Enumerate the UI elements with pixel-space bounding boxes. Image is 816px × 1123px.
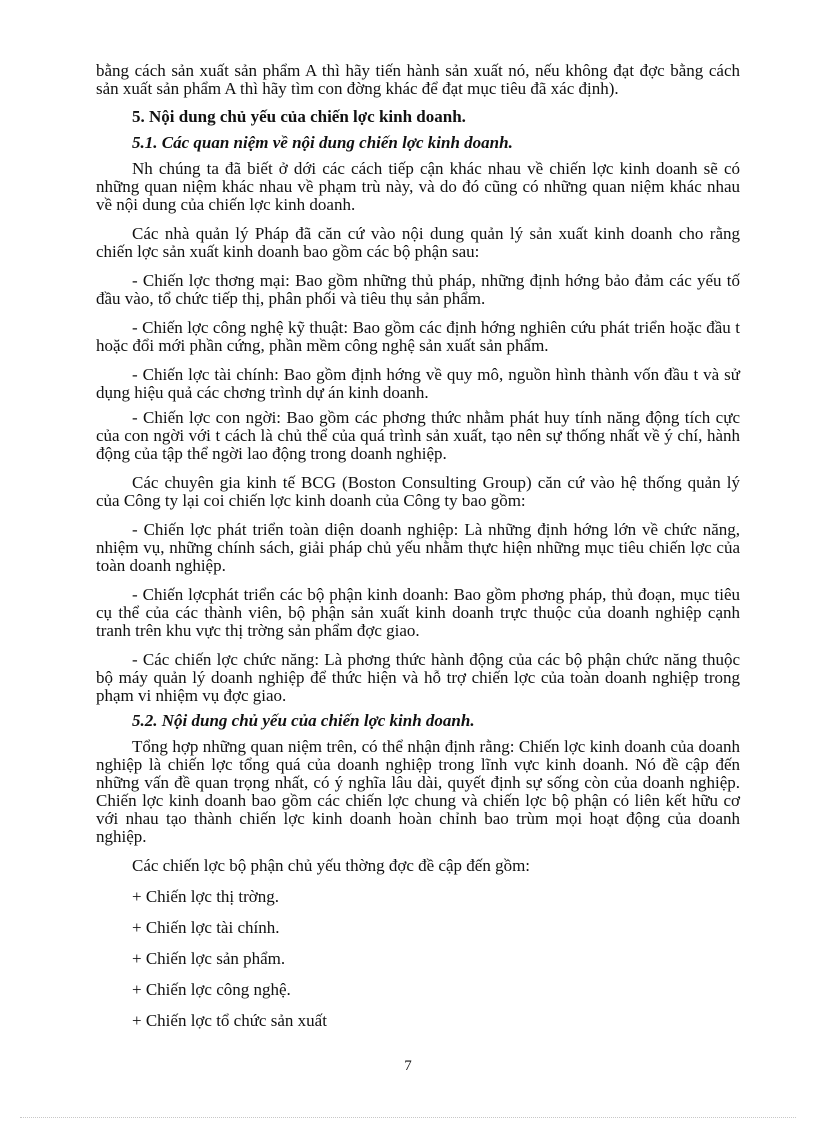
paragraph-5-1-4: - Chiến lợc công nghệ kỹ thuật: Bao gồm các định hớng nghiên cứu phát triển hoặc đầu t hoặc đổi mới phần cứng, phần mềm công nghệ sản xuất sản phẩm. (96, 318, 740, 355)
paragraph-5-1-1: Nh chúng ta đã biết ở dới các cách tiếp cận khác nhau về chiến lợc kinh doanh sẽ có những quan niệm khác nhau về phạm trù này, và do đó cũng có những quan niệm khác nhau về nội dung của chiến lợc kinh doanh. (96, 159, 740, 214)
section-5-heading: 5. Nội dung chủ yếu của chiến lợc kinh doanh. (132, 107, 466, 126)
list-item: + Chiến lợc tổ chức sản xuất (132, 1011, 327, 1030)
page-number: 7 (404, 1058, 412, 1074)
list-item: + Chiến lợc tài chính. (132, 918, 280, 937)
paragraph-5-1-8: - Chiến lợc phát triển toàn diện doanh nghiệp: Là những định hớng lớn về chức năng, nhiệm vụ, những chính sách, giải pháp chủ yếu nhằm thực hiện những mục tiêu chiến lợc của toàn doanh nghiệp. (96, 520, 740, 575)
paragraph-5-1-9: - Chiến lợcphát triển các bộ phận kinh doanh: Bao gồm phơng pháp, thủ đoạn, mục tiêu cụ thể của các thành viên, bộ phận sản xuất kinh doanh trực thuộc của doanh nghiệp cạnh tranh trên khu vực thị trờng sản phẩm đợc giao. (96, 585, 740, 640)
paragraph-5-2-1: Tổng hợp những quan niệm trên, có thể nhận định rằng: Chiến lợc kinh doanh của doanh nghiệp là chiến lợc tổng quá của doanh nghiệp trong lĩnh vực kinh doanh. Nó đề cập đến những vấn đề quan trọng nhất, có ý nghĩa lâu dài, quyết định sự sống còn của doanh nghiệp. Chiến lợc kinh doanh bao gồm các chiến lợc chung và chiến lợc bộ phận có liên kết hữu cơ với nhau tạo thành chiến lợc kinh doanh hoàn chỉnh bao trùm mọi hoạt động của doanh nghiệp. (96, 737, 740, 846)
intro-line-1: bằng cách sản xuất sản phẩm A thì hãy tiến hành sản xuất nó, nếu không đạt đợc (96, 61, 665, 80)
list-item: + Chiến lợc thị trờng. (132, 887, 280, 906)
section-5-2-heading: 5.2. Nội dung chủ yếu của chiến lợc kinh doanh. (132, 711, 475, 730)
list-item: + Chiến lợc công nghệ. (132, 980, 291, 999)
list-intro: Các chiến lợc bộ phận chủ yếu thờng đợc đề cập đến gồm: (132, 856, 531, 875)
paragraph-5-1-5: - Chiến lợc tài chính: Bao gồm định hớng về quy mô, nguồn hình thành vốn đầu t và sử dụng hiệu quả các chơng trình dự án kinh doanh. (96, 365, 740, 402)
paragraph-5-1-2: Các nhà quản lý Pháp đã căn cứ vào nội dung quản lý sản xuất kinh doanh cho rằng chiến lợc sản xuất kinh doanh bao gồm các bộ phận sau: (96, 224, 740, 261)
intro-line-2: bằng cách sản xuất sản phẩm A thì hãy tìm con đờng khác để đạt mục tiêu đã xác định). (96, 61, 741, 98)
paragraph-5-1-3: - Chiến lợc thơng mại: Bao gồm những thủ pháp, những định hớng bảo đảm các yếu tố đầu vào, tổ chức tiếp thị, phân phối và tiêu thụ sản phẩm. (96, 271, 740, 308)
page-content (96, 62, 740, 1030)
section-5-1-heading: 5.1. Các quan niệm về nội dung chiến lợc kinh doanh. (132, 133, 513, 152)
paragraph-5-1-10: - Các chiến lợc chức năng: Là phơng thức hành động của các bộ phận chức năng thuộc bộ máy quản lý doanh nghiệp để thức hiện và hỗ trợ chiến lợc của toàn doanh nghiệp trong phạm vi nhiệm vụ đợc giao. (96, 650, 740, 705)
paragraph-5-1-6: - Chiến lợc con ngời: Bao gồm các phơng thức nhằm phát huy tính năng động tích cực của con ngời với t cách là chủ thể của quá trình sản xuất, tạo nên sự thống nhất về ý chí, hành động của tập thể ngời lao động trong doanh nghiệp. (96, 408, 740, 463)
intro-paragraph (96, 62, 740, 98)
paragraph-5-1-7: Các chuyên gia kinh tế BCG (Boston Consulting Group) căn cứ vào hệ thống quản lý của Công ty lại coi chiến lợc kinh doanh của Công ty bao gồm: (96, 473, 740, 510)
footer-divider (20, 1117, 796, 1118)
list-item: + Chiến lợc sản phẩm. (132, 949, 286, 968)
